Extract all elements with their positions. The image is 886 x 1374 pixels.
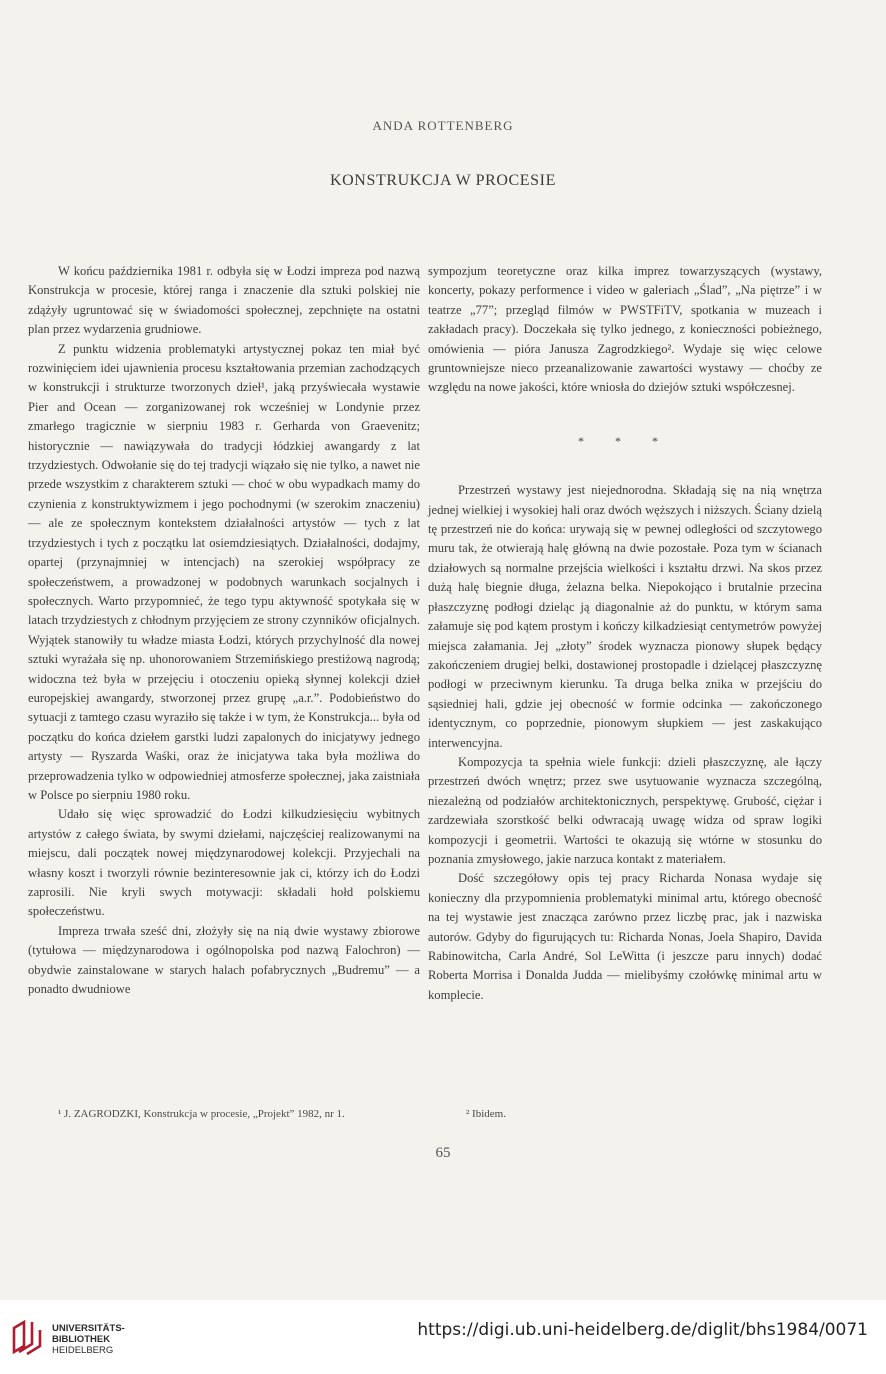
right-paragraph-1: Przestrzeń wystawy jest niejednorodna. Składają się na nią wnętrza jednej wielkiej i wysokiej hali oraz dwóch węższych i niższych. Ściany dzielą tę przestrzeń nie do końca: urywają się w pewnej odległości od szczytowego muru tak, że otwierają halę główną na dwie pozostałe. Poza tym w ścianach działowych są normalne przejścia wielkości i kształtu drzwi. Na skos przez dużą halę biegnie długa, żelazna belka. Niepokojąco i brutalnie przecina płaszczyznę podłogi dzieląc ją diagonalnie aż do punktu, w którym sama załamuje się pod kątem prostym i kończy kilkadziesiąt centymetrów powyżej miejsca załamania. Jej „złoty” środek wyznacza pionowy słupek będący zakończeniem drugiej belki, dostawionej prostopadle i dzielącej płaszczyznę podłogi w przeciwnym kierunku. Ta druga belka znika w przejściu do sąsiedniej hali, gdzie jej obecność w formie odcinka — zakończonego identycznym, co poprzednie, pionowym słupkiem — jest zaskakująco interwencyjna. [428,483,822,750]
university-library-logo-icon[interactable] [10,1318,44,1356]
footnote-1: ¹ J. ZAGRODZKI, Konstrukcja w procesie, „Projekt” 1982, nr 1. [58,1108,345,1120]
section-separator: * * * [578,433,672,448]
article-title: KONSTRUKCJA W PROCESIE [330,172,556,189]
library-name [52,1323,125,1356]
left-column [28,262,420,999]
library-line-2: BIBLIOTHEK [52,1334,111,1345]
library-line-1: UNIVERSITÄTS- [52,1323,125,1334]
permalink-url[interactable]: https://digi.ub.uni-heidelberg.de/diglit/bhs1984/0071 [417,1320,868,1340]
footnote-2: ² Ibidem. [466,1108,506,1120]
left-paragraph-1: W końcu października 1981 r. odbyła się w Łodzi impreza pod nazwą Konstrukcja w procesie, której ranga i znaczenie dla sztuki polskiej nie zdążyły ugruntować się w świadomości społecznej, zepchnięte na ostatni plan przez wydarzenia grudniowe. [28,264,420,337]
left-paragraph-2: Z punktu widzenia problematyki artystycznej pokaz ten miał być rozwinięciem idei ujawnienia procesu kształtowania przemian zachodzących w konstrukcji i strukturze tworzonych dzieł¹, jaką przyświecała wystawie Pier and Ocean — zorganizowanej rok wcześniej w Londynie przez zmarłego tragicznie w sierpniu 1983 r. Gerharda von Graevenitz; historycznie — nawiązywała do tradycji łódzkiej awangardy z lat trzydziestych. Odwołanie się do tej tradycji wiązało się nie tylko, a nawet nie przede wszystkim z charakterem sztuki — choć w obu wypadkach mamy do czynienia z konstruktywizmem i jego pochodnymi (w szerokim znaczeniu) — ale ze społecznym kontekstem działalności artystów — tych z lat trzydziestych i tych z początku lat osiemdziesiątych. Działalności, dodajmy, opartej (przynajmniej w intencjach) na szerokiej współpracy ze społeczeństwem, a prowadzonej w podobnych warunkach socjalnych i społecznych. Warto przypomnieć, że tego typu aktywność spotykała się w latach trzydziestych z chłodnym przyjęciem ze strony czynników oficjalnych. Wyjątek stanowiły tu władze miasta Łodzi, których przychylność dla nowej sztuki wyrażała się np. uhonorowaniem Strzemińskiego prestiżową nagrodą; widoczna też była w przejęciu i otoczeniu opieką słynnej kolekcji dzieł europejskiej awangardy, stworzonej przez grupę „a.r.”. Podobieństwo do sytuacji z tamtego czasu wyraziło się także i w tym, że Konstrukcja... była od początku do końca dziełem garstki ludzi zapalonych do inicjatywy jednego artysty — Ryszarda Waśki, oraz że inicjatywa taka była możliwa do przeprowadzenia tylko w odpowiedniej atmosferze społecznej, jaka zaistniała w Polsce po sierpniu 1980 roku. [28,341,421,802]
right-paragraph-2: Kompozycja ta spełnia wiele funkcji: dzieli płaszczyznę, ale łączy przestrzeń dwóch wnętrz; przez swe usytuowanie wyznacza szczególną, niezależną od podziałów architektonicznych, perspektywę. Grubość, ciężar i zardzewiała szorstkość belki odwracają uwagę widza od spraw logiki kompozycji i geometrii. Wartości te okazują się wtórne w stosunku do poznania zmysłowego, jakie narzuca kontakt z materiałem. [428,754,822,866]
left-paragraph-4: Impreza trwała sześć dni, złożyły się na nią dwie wystawy zbiorowe (tytułowa — międzynarodowa i ogólnopolska pod nazwą Falochron) — obydwie zainstalowane w starych halach pofabrycznych „Budremu” — a ponadto dwudniowe [28,923,420,997]
viewer-footer [0,1300,886,1374]
article-author: ANDA ROTTENBERG [372,118,514,133]
left-paragraph-3: Udało się więc sprowadzić do Łodzi kilkudziesięciu wybitnych artystów z całego świata, by swymi dziełami, najczęściej realizowanymi na miejscu, dali początek nowej międzynarodowej kolekcji. Przyjechali na własny koszt i tworzyli równie bezinteresownie jak ci, którzy ich do Łodzi zaprosili. Nie kryli swych motywacji: składali hołd polskiemu społeczeństwu. [28,807,420,919]
page-number: 65 [435,1145,451,1161]
library-line-3: HEIDELBERG [52,1345,114,1356]
right-paragraph-continued: sympozjum teoretyczne oraz kilka imprez towarzyszących (wystawy, koncerty, pokazy performence i video w galeriach „Ślad”, „Na piętrze” i w teatrze „77”; przegląd filmów w PWSTFiTV, spotkania w muzeach i zakładach pracy). Doczekała się tylko jednego, z konieczności pobieżnego, omówienia — pióra Janusza Zagrodzkiego². Wydaje się więc celowe gruntowniejsze nieco przeanalizowanie zawartości wystawy — choćby ze względu na nowe jakości, które wniosła do dziejów sztuki współczesnej. [428,264,822,395]
right-column [428,262,822,1005]
right-paragraph-3: Dość szczegółowy opis tej pracy Richarda Nonasa wydaje się konieczny dla przypomnienia problematyki minimal artu, którego obecność na tej wystawie jest znacząca zarówno przez liczbę prac, jak i nazwiska autorów. Gdyby do figurujących tu: Richarda Nonas, Joela Shapiro, Davida Rabinowitcha, Carla André, Sol LeWitta (i jeszcze paru innych) dodać Roberta Morrisa i Donalda Judda — mielibyśmy czołówkę minimal artu w komplecie. [428,871,822,1002]
